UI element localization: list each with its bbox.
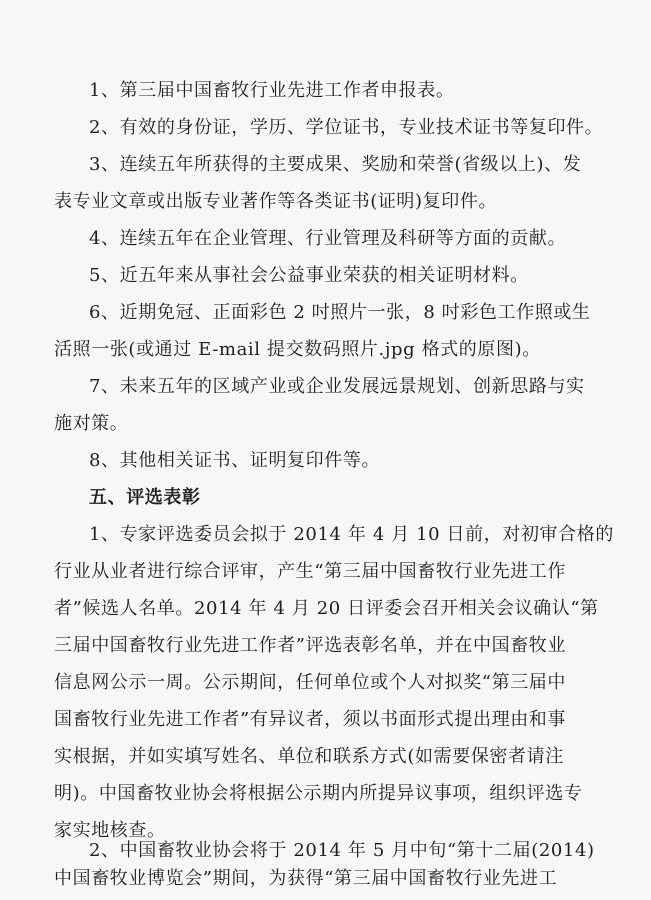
list-item-7-continued: 施对策。 — [54, 413, 129, 434]
paragraph-2-line-1: 2、中国畜牧业协会将于 2014 年 5 月中旬“第十二届(2014) — [89, 840, 595, 861]
list-item-3: 3、连续五年所获得的主要成果、奖励和荣誉(省级以上)、发 — [89, 154, 582, 175]
paragraph-1-line-6: 国畜牧行业先进工作者”有异议者，须以书面形式提出理由和事 — [54, 709, 566, 730]
paragraph-2-line-2: 中国畜牧业博览会”期间，为获得“第三届中国畜牧行业先进工 — [54, 868, 558, 889]
list-item-4: 4、连续五年在企业管理、行业管理及科研等方面的贡献。 — [89, 228, 567, 249]
list-item-6-continued: 活照一张(或通过 E-mail 提交数码照片.jpg 格式的原图)。 — [54, 339, 541, 360]
paragraph-1-line-7: 实根据，并如实填写姓名、单位和联系方式(如需要保密者请注 — [54, 746, 564, 767]
paragraph-1-line-2: 行业从业者进行综合评审，产生“第三届中国畜牧行业先进工作 — [54, 561, 566, 582]
list-item-1: 1、第三届中国畜牧行业先进工作者申报表。 — [89, 80, 455, 101]
paragraph-1-line-4: 三届中国畜牧行业先进工作者”评选表彰名单，并在中国畜牧业 — [54, 635, 566, 656]
paragraph-1-line-8: 明)。中国畜牧业协会将根据公示期内所提异议事项，组织评选专 — [54, 783, 583, 804]
list-item-8: 8、其他相关证书、证明复印件等。 — [89, 450, 381, 471]
list-item-5: 5、近五年来从事社会公益事业荣获的相关证明材料。 — [89, 265, 529, 286]
paragraph-1-line-3: 者”候选人名单。2014 年 4 月 20 日评委会召开相关会议确认“第 — [54, 598, 599, 619]
paragraph-1-line-1: 1、专家评选委员会拟于 2014 年 4 月 10 日前，对初审合格的 — [89, 524, 614, 545]
list-item-2: 2、有效的身份证，学历、学位证书，专业技术证书等复印件。 — [89, 117, 604, 138]
section-heading: 五、评选表彰 — [89, 487, 201, 508]
paragraph-1-line-5: 信息网公示一周。公示期间，任何单位或个人对拟奖“第三届中 — [54, 672, 566, 693]
list-item-7: 7、未来五年的区域产业或企业发展远景规划、创新思路与实 — [89, 376, 585, 397]
paragraph-1-line-9: 家实地核查。 — [54, 820, 166, 841]
list-item-3-continued: 表专业文章或出版专业著作等各类证书(证明)复印件。 — [54, 191, 498, 212]
list-item-6: 6、近期免冠、正面彩色 2 吋照片一张，8 吋彩色工作照或生 — [89, 302, 591, 323]
